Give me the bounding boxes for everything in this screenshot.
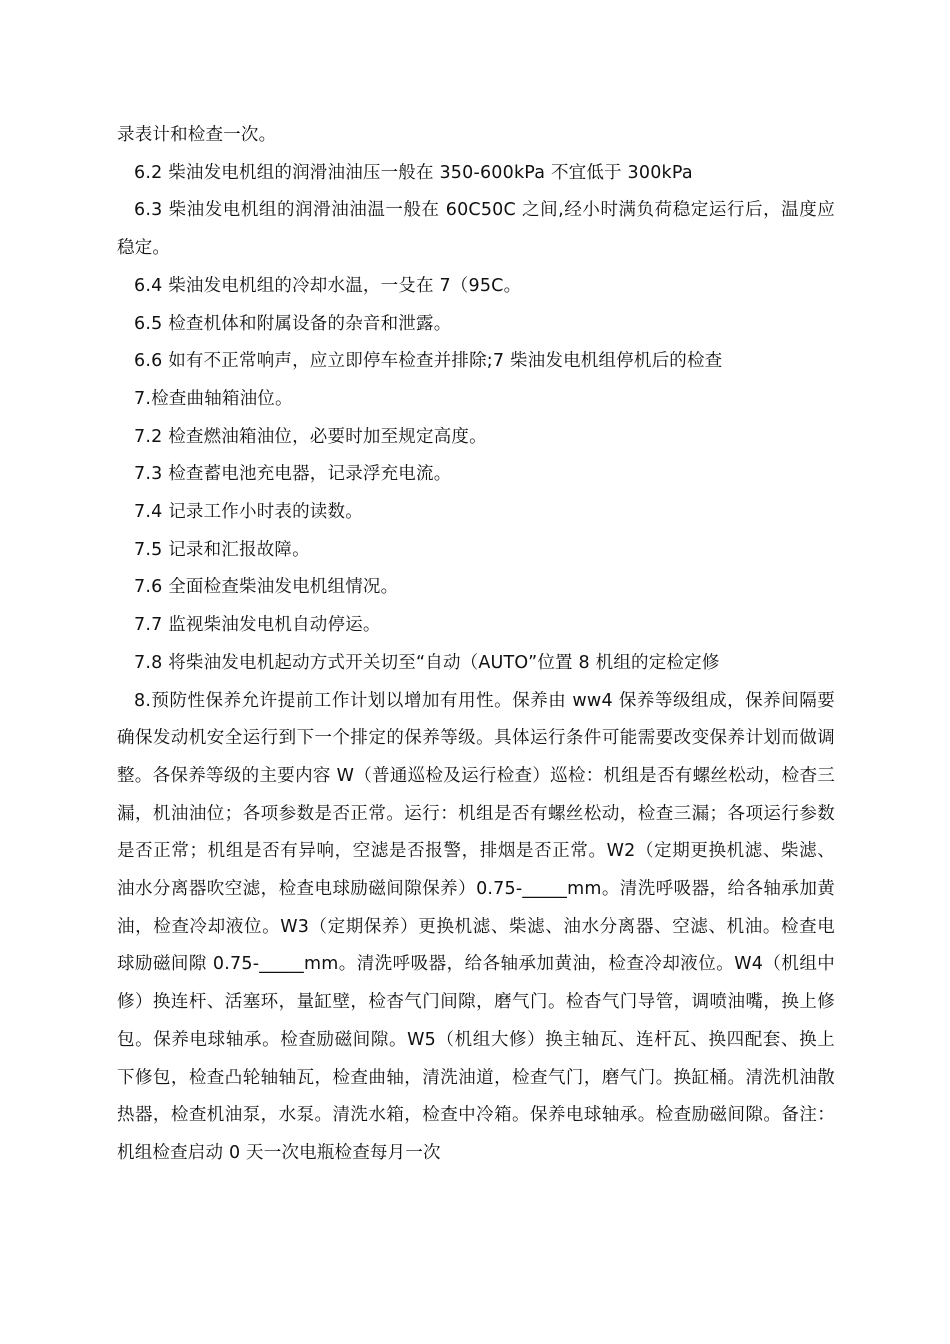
paragraph-7-3: 7.3 检查蓄电池充电器，记录浮充电流。 <box>134 464 452 485</box>
paragraph-6-5: 6.5 检查机体和附属设备的杂音和泄露。 <box>134 313 452 334</box>
paragraph-7-5: 7.5 记录和汇报故障。 <box>134 539 310 560</box>
paragraph-7-2: 7.2 检查燃油箱油位，必要时加至规定高度。 <box>134 426 487 447</box>
paragraph-7-4: 7.4 记录工作小时表的读数。 <box>134 502 363 523</box>
paragraph-6-4: 6.4 柴油发电机组的冷却水温，一殳在 7（95C。 <box>134 275 522 296</box>
paragraph-7-6: 7.6 全面检查柴油发电机组情况。 <box>134 577 399 598</box>
paragraph-6-6: 6.6 如有不正常响声，应立即停车检查并排除;7 柴油发电机组停机后的检查 <box>134 351 723 372</box>
paragraph-8: 8.预防性保养允许提前工作计划以增加有用性。保养由 ww4 保养等级组成，保养间隔要确保发动机安全运行到下一个排定的保养等级。具体运行条件可能需要改变保养计划而做调整。各保养等级的主要内容 W（普通巡检及运行检查）巡检：机组是否有螺丝松动，检杳三漏，机油油位；各项参数是否正常。运行：机组是否有螺丝松动，检查三漏；各项运行参数是否正常；机组是否有异响，空滤是否报警，排烟是否正常。W2（定期更换机滤、柴滤、油水分离器吹空滤，检查电球励磁间隙保养）0.75-_____mm。清洗呼吸器，给各轴承加黄油，检查冷却液位。W3（定期保养）更换机滤、柴滤、油水分离器、空滤、机油。检查电球励磁间隙 0.75-_____mm。清洗呼吸器，给各轴承加黄油，检查冷却液位。W4（机组中修）换连杆、活塞环，量缸壁，检杳气门间隙，磨气门。检杳气门导管，调喷油嘴，换上修包。保养电球轴承。检查励磁间隙。W5（机组大修）换主轴瓦、连杆瓦、换四配套、换上下修包，检查凸轮轴轴瓦，检查曲轴，清洗油道，检查气门，磨气门。换缸桶。清洗机油散热器，检查机油泵，水泵。清洗水箱，检查中冷箱。保养电球轴承。检查励磁间隙。备注：机组检查启动 0 天一次电瓶检查每月一次 <box>117 690 835 1163</box>
paragraph-7-1: 7.检查曲轴箱油位。 <box>134 388 293 409</box>
paragraph-7-7: 7.7 监视柴油发电机自动停运。 <box>134 615 381 636</box>
document-body <box>117 117 835 1173</box>
paragraph-continuation: 录表计和检查一次。 <box>117 125 277 145</box>
paragraph-7-8: 7.8 将柴油发电机起动方式开关切至“自动（AUTO”位置 8 机组的定检定修 <box>134 652 720 673</box>
paragraph-6-3: 6.3 柴油发电机组的润滑油油温一般在 60C50C 之间,经小时满负荷稳定运行后，温度应稳定。 <box>117 200 835 259</box>
paragraph-6-2: 6.2 柴油发电机组的润滑油油压一般在 350-600kPa 不宜低于 300kPa <box>134 162 693 183</box>
